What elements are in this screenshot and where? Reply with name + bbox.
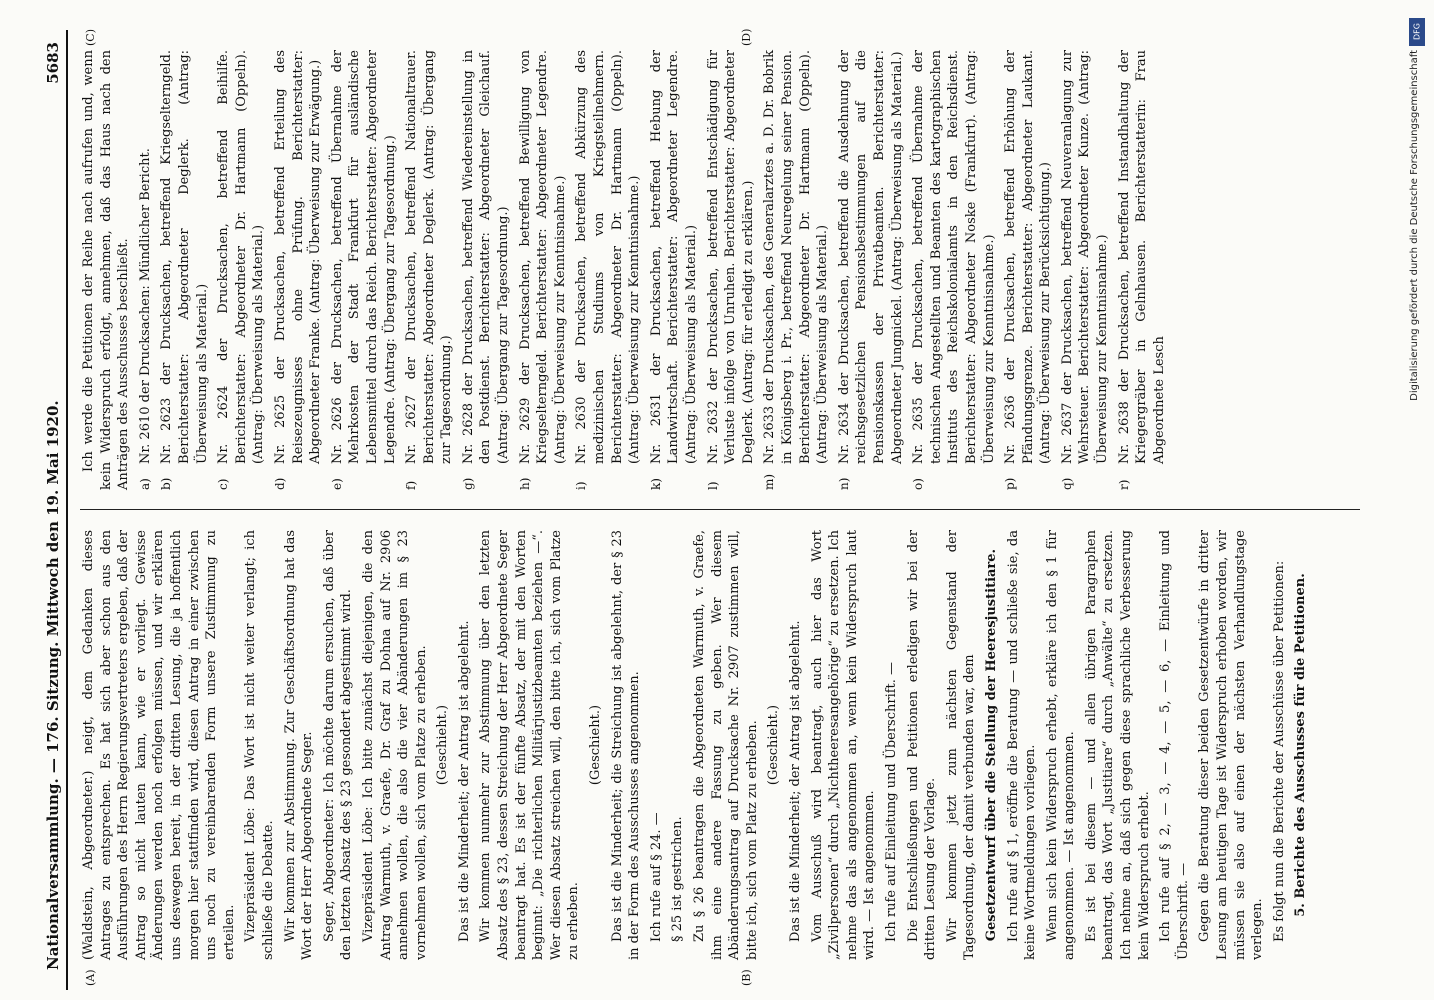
left-column	[80, 530, 1314, 960]
margin-marker-b: (B)	[740, 969, 753, 986]
petition-item	[137, 50, 155, 490]
petition-item	[215, 50, 268, 490]
paragraph: (Geschieht.)	[588, 704, 604, 786]
petition-item-text: Nr. 2625 der Drucksachen, betreffend Erteilung des Reisezeugnisses ohne Prüfung. Berichterstatter: Abgeordneter Franke. (Antrag: Überweisung zur Erwägung.)	[272, 50, 324, 464]
petition-item	[329, 50, 399, 490]
section-heading: Gesetzentwurf über die Stellung der Heeresjustitiare.	[983, 548, 999, 942]
petition-item-label: b)	[159, 477, 174, 490]
funding-notice: Digitalisierung gefördert durch die Deutsche Forschungsgemeinschaft	[1409, 50, 1420, 401]
petition-item	[761, 50, 831, 490]
petition-item-label: g)	[460, 477, 475, 490]
paragraph: Es ist bei diesem — und allen übrigen Paragraphen beantragt, das Wort „Justitiare“ durch „Anwälte“ zu ersetzen. Ich nehme an, daß sich gegen diese sprachliche Verbesserung kein Widerspruch erhebt.	[1083, 530, 1152, 960]
petition-item-text: Nr. 2638 der Drucksachen, betreffend Instandhaltung der Kriegergräber in Gelnhausen. Berichterstatterin: Frau Abgeordnete Lesch	[1116, 50, 1167, 464]
margin-marker-c: (C)	[84, 29, 97, 46]
petition-item-label: c)	[216, 478, 231, 490]
petition-item	[403, 50, 456, 490]
header-rule	[66, 30, 68, 990]
petition-item-label: h)	[517, 477, 532, 490]
petition-item	[517, 50, 570, 490]
section-heading: 5. Berichte des Ausschusses für die Petitionen.	[1293, 573, 1309, 917]
petition-item-label: r)	[1116, 479, 1131, 490]
page-number: 5683	[44, 42, 62, 84]
paragraph: Wir kommen nunmehr zur Abstimmung über den letzten Absatz des § 23, dessen Streichung der Herr Abgeordnete Seger beantragt hat. Es ist der fünfte Absatz, der mit den Worten beginnt: „Die richterlichen Militärjustizbeamten beziehen —“. Wer diesen Absatz streichen will, den bitte ich, sich vom Platze zu erheben.	[478, 530, 582, 960]
petition-item-text: Nr. 2633 der Drucksachen, des Generalarztes a. D. Dr. Bobrik in Königsberg i. Pr., betreffend Neuregelung seiner Pension. Berichterstatter: Abgeordneter Dr. Hartmann (Oppeln). (Antrag: Überweisung als Material.)	[762, 50, 831, 464]
petition-item-label: a)	[137, 478, 152, 490]
petition-item-text: Nr. 2629 der Drucksachen, betreffend Bewilligung von Kriegselterngeld. Berichterstatter: Abgeordneter Legendre. (Antrag: Überweisung zur Kenntnisnahme.)	[517, 50, 568, 464]
petition-item-label: m)	[762, 473, 777, 490]
petition-item	[573, 50, 643, 490]
paragraph: Ich werde die Petitionen der Reihe nach aufrufen und, wenn kein Widerspruch erfolgt, annehmen, daß das Haus nach den Anträgen des Ausschusses beschließt.	[81, 50, 132, 490]
petition-item-label: l)	[705, 481, 720, 490]
petition-item-label: p)	[1003, 477, 1018, 490]
paragraph: (Geschieht.)	[435, 704, 451, 786]
paragraph: Gegen die Beratung dieser beiden Gesetzentwürfe in dritter Lesung am heutigen Tage ist Widerspruch erhoben worden, wir müssen sie also auf einen der nächsten Verhandlungstage verlegen.	[1197, 530, 1266, 960]
petition-item	[648, 50, 701, 490]
petition-item-text: Nr. 2627 der Drucksachen, betreffend Nationaltrauer. Berichterstatter: Abgeordneter Deglerk. (Antrag: Übergang zur Tagesordnung.)	[404, 50, 455, 464]
right-column	[80, 50, 1172, 490]
petition-item	[460, 50, 513, 490]
paragraph: Wir kommen zur Abstimmung. Zur Geschäftsordnung hat das Wort der Herr Abgeordnete Seger.	[282, 530, 316, 960]
paragraph: Wir kommen jetzt zum nächsten Gegenstand der Tagesordnung, der damit verbunden war, dem	[944, 530, 978, 960]
petition-item	[836, 50, 906, 490]
paragraph: Vom Ausschuß wird beantragt, auch hier das Wort „Zivilpersonen“ durch „Nichtheeresangehörige“ zu ersetzen. Ich nehme das als angenommen an, wenn kein Widerspruch laut wird. — Ist angenommen.	[809, 530, 878, 960]
digitization-sidebar	[1405, 10, 1433, 990]
petition-item-label: n)	[836, 477, 851, 490]
paragraph: Vizepräsident Löbe: Ich bitte zunächst diejenigen, die den Antrag Warmuth, v. Graefe, Dr. Graf zu Dohna auf Nr. 2906 annehmen wollen, die also die vier Abänderungen im § 23 vornehmen wollen, sich vom Platze zu erheben.	[360, 530, 429, 960]
petition-item-text: Nr. 2630 der Drucksachen, betreffend Abkürzung des medizinischen Studiums von Kriegsteilnehmern. Berichterstatter: Abgeordneter Dr. Hartmann (Oppeln). (Antrag: Überweisung zur Kenntnisnahme.)	[574, 50, 643, 464]
paragraph: Wenn sich kein Widerspruch erhebt, erkläre ich den § 1 für angenommen. — Ist angenommen.	[1044, 530, 1078, 960]
margin-marker-d: (D)	[740, 28, 753, 46]
paragraph: Ich rufe auf § 2, — 3, — 4, — 5, — 6, — Einleitung und Überschrift. —	[1158, 530, 1191, 960]
margin-marker-a: (A)	[84, 969, 97, 986]
petition-item-text: Nr. 2623 der Drucksachen, betreffend Kriegselterngeld. Berichterstatter: Abgeordneter Deglerk. (Antrag: Überweisung als Material.)	[159, 50, 210, 464]
page-header	[40, 30, 68, 990]
petition-item-label: d)	[272, 477, 287, 490]
petition-item-label: i)	[574, 481, 589, 490]
petition-item-text: Nr. 2628 der Drucksachen, betreffend Wiedereinstellung in den Postdienst. Berichterstatter: Abgeordneter Gleichauf. (Antrag: Übergang zur Tagesordnung.)	[460, 50, 512, 464]
petition-item-text: Nr. 2635 der Drucksachen, betreffend Übernahme der technischen Angestellten und Beamten des kartographischen Instituts des Reichskolonialamts in den Reichsdienst. Berichterstatter: Abgeordneter Noske (Frankfurt). (Antrag: Überweisung zur Kenntnisnahme.)	[911, 50, 997, 464]
paragraph: Das ist die Minderheit; der Antrag ist abgelehnt.	[456, 620, 472, 942]
petition-item-label: k)	[648, 478, 663, 490]
paragraph: Ich rufe auf Einleitung und Überschrift. —	[883, 661, 899, 942]
petition-item	[705, 50, 758, 490]
paragraph: Es folgt nun die Berichte der Ausschüsse über Petitionen:	[1271, 560, 1287, 942]
petition-item	[910, 50, 998, 490]
paragraph: Ich rufe auf § 1, eröffne die Beratung — und schließe sie, da keine Wortmeldungen vorliegen.	[1005, 530, 1039, 960]
paragraph: Die Entschließungen und Petitionen erledigen wir bei der dritten Lesung der Vorlage.	[905, 530, 939, 960]
petition-item	[1059, 50, 1112, 490]
rotated-page	[40, 30, 1380, 990]
dfg-logo: DFG	[1409, 18, 1425, 46]
petition-item	[272, 50, 325, 490]
header-title: Nationalversammlung. — 176. Sitzung. Mittwoch den 19. Mai 1920.	[44, 400, 62, 970]
petition-list	[137, 50, 1169, 490]
paragraph: Zu § 26 beantragen die Abgeordneten Warmuth, v. Graefe, ihm eine andere Fassung zu geben. Wer diesem Abänderungsantrag auf Drucksache Nr. 2907 zustimmen will, bitte ich, sich vom Platz zu erheben.	[692, 530, 760, 960]
column-divider	[80, 509, 1360, 510]
petition-item-label: f)	[404, 480, 419, 490]
petition-item-text: Nr. 2636 der Drucksachen, betreffend Erhöhung der Pfändungsgrenze. Berichterstatter: Abgeordneter Laukant. (Antrag: Überweisung zur Berücksichtigung.)	[1003, 50, 1054, 464]
paragraph: § 25 ist gestrichen.	[670, 816, 686, 942]
petition-item-label: q)	[1059, 477, 1074, 490]
petition-item-text: Nr. 2626 der Drucksachen, betreffend Übernahme der Mehrkosten der Stadt Frankfurt für ausländische Lebensmittel durch das Reich. Berichterstatter: Abgeordneter Legendre. (Antrag: Übergang zur Tagesordnung.)	[329, 50, 398, 464]
petition-item	[1116, 50, 1169, 490]
petition-item	[158, 50, 211, 490]
petition-item-text: Nr. 2637 der Drucksachen, betreffend Neuveranlagung zur Wehrsteuer. Berichterstatter: Abgeordneter Kunze. (Antrag: Überweisung zur Kenntnisnahme.)	[1059, 50, 1111, 464]
paragraph: Vizepräsident Löbe: Das Wort ist nicht weiter verlangt; ich schließe die Debatte.	[243, 530, 276, 960]
paragraph: (Geschieht.)	[766, 704, 782, 786]
paragraph: (Waldstein, Abgeordneter.) neigt, dem Gedanken dieses Antrages zu entsprechen. Es hat sich aber schon aus den Ausführungen des Herrn Regierungsvertreters ergeben, daß der Antrag so nicht lauten kann, wie er vorliegt. Gewisse Änderungen werden noch erfolgen müssen, und wir erklären uns deswegen bereit, in der dritten Lesung, die ja hoffentlich morgen hier stattfinden wird, diesen Antrag in einer zwischen uns noch zu vereinbarenden Form unsere Zustimmung zu erteilen.	[81, 530, 237, 960]
paragraph: Ich rufe auf § 24. —	[648, 812, 664, 942]
paragraph: Seger, Abgeordneter: Ich möchte darum ersuchen, daß über den letzten Absatz des § 23 gesondert abgestimmt wird.	[321, 530, 355, 960]
petition-item-label: e)	[329, 478, 344, 490]
petition-item-text: Nr. 2634 der Drucksachen, betreffend die Ausdehnung der reichsgesetzlichen Pensionsbestimmungen auf die Pensionskassen der Privatbeamten. Berichterstatter: Abgeordneter Jungnickel. (Antrag: Überweisung als Material.)	[836, 50, 905, 464]
paragraph: Das ist die Minderheit; der Antrag ist abgelehnt.	[787, 620, 803, 942]
petition-item-label: o)	[911, 478, 926, 490]
petition-item-text: Nr. 2631 der Drucksachen, betreffend Hebung der Landwirtschaft. Berichterstatter: Abgeordneter Legendre. (Antrag: Überweisung als Material.)	[648, 50, 699, 464]
petition-item-text: Nr. 2610 der Drucksachen: Mündlicher Bericht.	[137, 148, 153, 464]
petition-item-text: Nr. 2632 der Drucksachen, betreffend Entschädigung für Verluste infolge von Unruhen. Berichterstatter: Abgeordneter Deglerk. (Antrag: für erledigt zu erklären.)	[705, 50, 756, 464]
paragraph: Das ist die Minderheit; die Streichung ist abgelehnt, der § 23 in der Form des Ausschusses angenommen.	[609, 530, 643, 960]
petition-item-text: Nr. 2624 der Drucksachen, betreffend Beihilfe. Berichterstatter: Abgeordneter Dr. Hartmann (Oppeln). (Antrag: Überweisung als Material.)	[216, 50, 267, 464]
petition-item	[1002, 50, 1055, 490]
